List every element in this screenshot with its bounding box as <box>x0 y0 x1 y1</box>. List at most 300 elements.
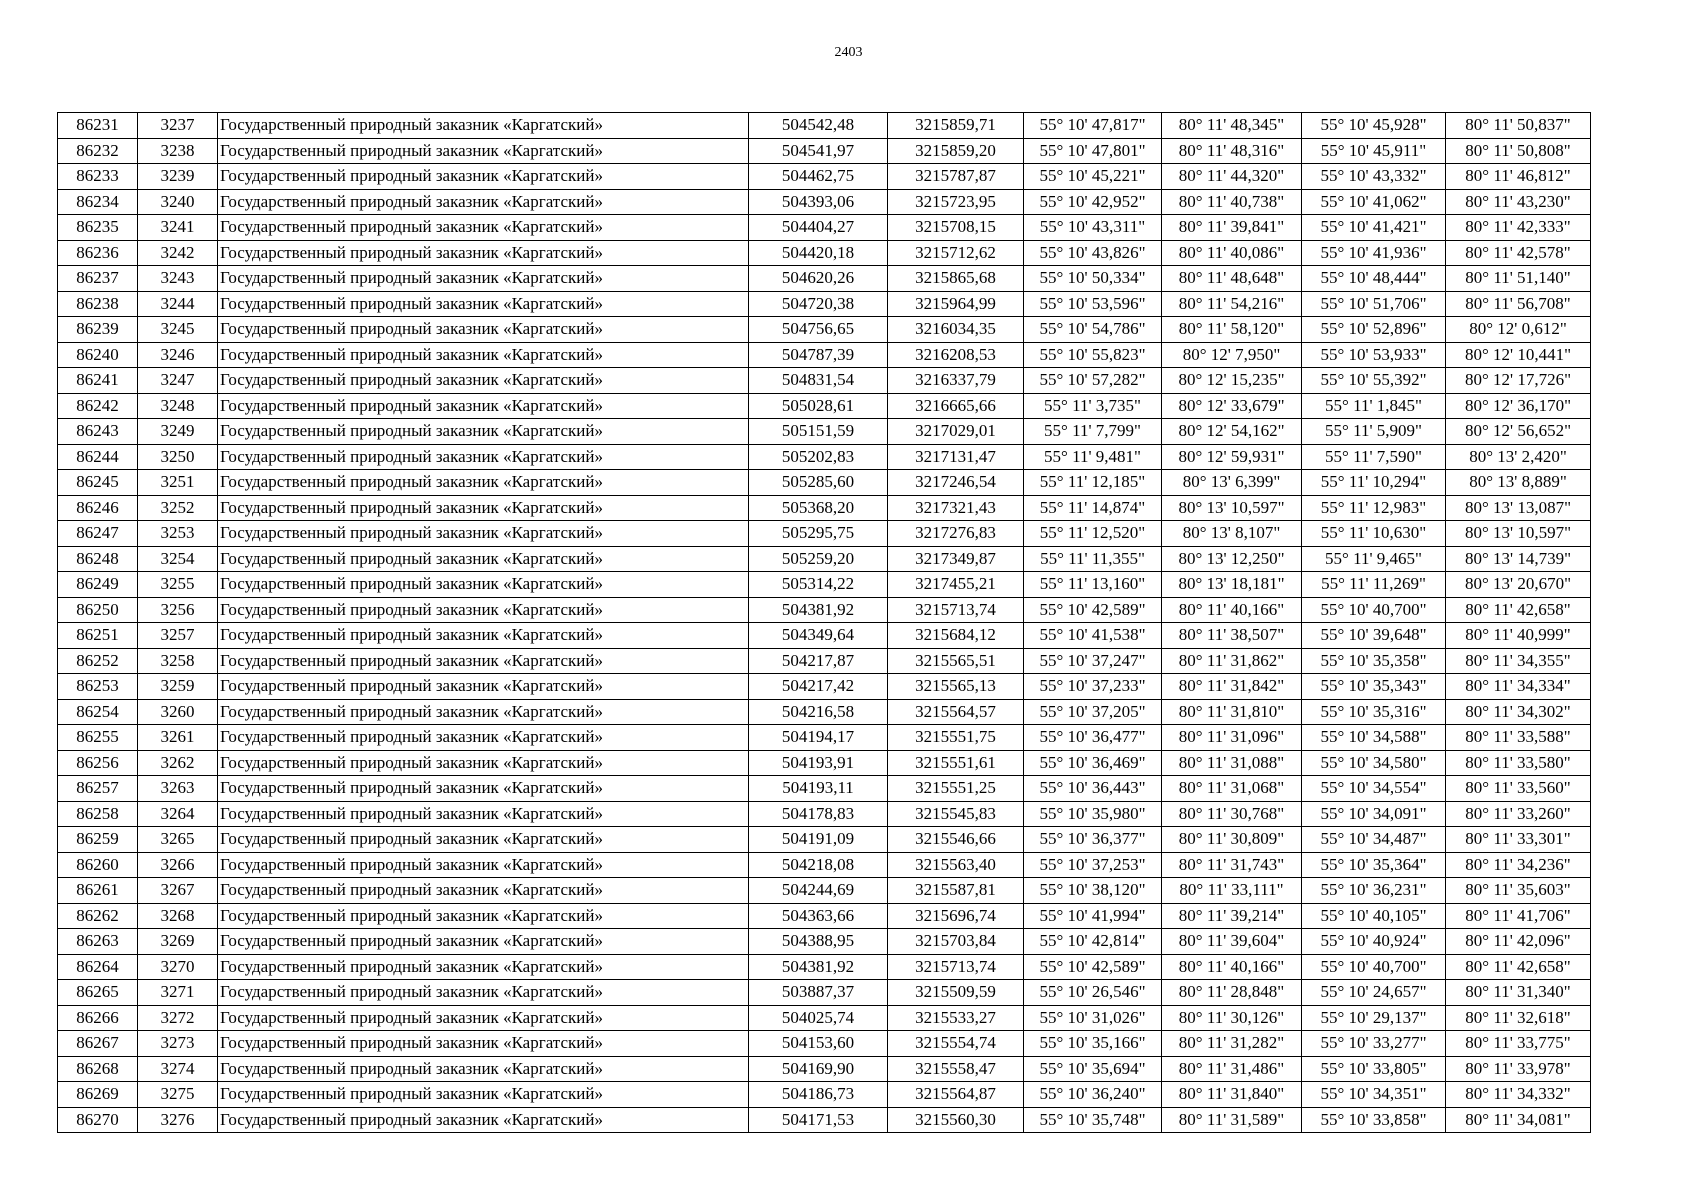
longitude-1-cell: 80° 11' 31,810" <box>1162 699 1302 725</box>
x-coordinate-cell: 504193,11 <box>749 776 888 802</box>
latitude-1-cell: 55° 10' 55,823" <box>1024 342 1162 368</box>
table-row <box>58 954 1591 980</box>
longitude-1-cell: 80° 11' 38,507" <box>1162 623 1302 649</box>
y-coordinate-cell: 3215859,71 <box>888 113 1024 139</box>
y-coordinate-cell: 3215551,61 <box>888 750 1024 776</box>
name-cell: Государственный природный заказник «Каргатский» <box>218 648 749 674</box>
latitude-1-cell: 55° 10' 54,786" <box>1024 317 1162 343</box>
x-coordinate-cell: 503887,37 <box>749 980 888 1006</box>
x-coordinate-cell: 504381,92 <box>749 954 888 980</box>
x-coordinate-cell: 504720,38 <box>749 291 888 317</box>
row-number-cell: 86236 <box>58 240 138 266</box>
row-number-cell: 86255 <box>58 725 138 751</box>
longitude-2-cell: 80° 12' 10,441" <box>1446 342 1591 368</box>
row-number-cell: 86268 <box>58 1056 138 1082</box>
name-cell: Государственный природный заказник «Каргатский» <box>218 138 749 164</box>
table-row <box>58 342 1591 368</box>
longitude-2-cell: 80° 13' 8,889" <box>1446 470 1591 496</box>
y-coordinate-cell: 3217321,43 <box>888 495 1024 521</box>
longitude-2-cell: 80° 11' 42,578" <box>1446 240 1591 266</box>
longitude-2-cell: 80° 13' 2,420" <box>1446 444 1591 470</box>
longitude-1-cell: 80° 11' 40,166" <box>1162 954 1302 980</box>
longitude-2-cell: 80° 11' 34,355" <box>1446 648 1591 674</box>
longitude-1-cell: 80° 11' 31,842" <box>1162 674 1302 700</box>
point-number-cell: 3274 <box>138 1056 218 1082</box>
y-coordinate-cell: 3215696,74 <box>888 903 1024 929</box>
latitude-1-cell: 55° 10' 47,817" <box>1024 113 1162 139</box>
y-coordinate-cell: 3215554,74 <box>888 1031 1024 1057</box>
table-row <box>58 521 1591 547</box>
y-coordinate-cell: 3215713,74 <box>888 597 1024 623</box>
latitude-1-cell: 55° 10' 42,589" <box>1024 954 1162 980</box>
longitude-2-cell: 80° 11' 42,658" <box>1446 954 1591 980</box>
name-cell: Государственный природный заказник «Каргатский» <box>218 750 749 776</box>
latitude-1-cell: 55° 10' 38,120" <box>1024 878 1162 904</box>
x-coordinate-cell: 504381,92 <box>749 597 888 623</box>
latitude-1-cell: 55° 10' 43,826" <box>1024 240 1162 266</box>
name-cell: Государственный природный заказник «Каргатский» <box>218 1031 749 1057</box>
y-coordinate-cell: 3216034,35 <box>888 317 1024 343</box>
longitude-2-cell: 80° 11' 33,588" <box>1446 725 1591 751</box>
longitude-2-cell: 80° 11' 46,812" <box>1446 164 1591 190</box>
latitude-2-cell: 55° 10' 24,657" <box>1302 980 1446 1006</box>
latitude-1-cell: 55° 10' 36,240" <box>1024 1082 1162 1108</box>
name-cell: Государственный природный заказник «Каргатский» <box>218 215 749 241</box>
longitude-1-cell: 80° 11' 31,096" <box>1162 725 1302 751</box>
point-number-cell: 3254 <box>138 546 218 572</box>
point-number-cell: 3262 <box>138 750 218 776</box>
table-row <box>58 878 1591 904</box>
latitude-2-cell: 55° 11' 10,630" <box>1302 521 1446 547</box>
longitude-1-cell: 80° 11' 31,486" <box>1162 1056 1302 1082</box>
latitude-2-cell: 55° 11' 5,909" <box>1302 419 1446 445</box>
longitude-2-cell: 80° 13' 10,597" <box>1446 521 1591 547</box>
x-coordinate-cell: 504831,54 <box>749 368 888 394</box>
point-number-cell: 3246 <box>138 342 218 368</box>
y-coordinate-cell: 3215587,81 <box>888 878 1024 904</box>
row-number-cell: 86247 <box>58 521 138 547</box>
latitude-2-cell: 55° 10' 45,911" <box>1302 138 1446 164</box>
y-coordinate-cell: 3215787,87 <box>888 164 1024 190</box>
latitude-1-cell: 55° 10' 37,205" <box>1024 699 1162 725</box>
latitude-1-cell: 55° 10' 43,311" <box>1024 215 1162 241</box>
point-number-cell: 3272 <box>138 1005 218 1031</box>
name-cell: Государственный природный заказник «Каргатский» <box>218 1056 749 1082</box>
page-number: 2403 <box>834 45 863 60</box>
table-row <box>58 980 1591 1006</box>
x-coordinate-cell: 504217,87 <box>749 648 888 674</box>
latitude-1-cell: 55° 10' 26,546" <box>1024 980 1162 1006</box>
table-row <box>58 240 1591 266</box>
point-number-cell: 3253 <box>138 521 218 547</box>
row-number-cell: 86261 <box>58 878 138 904</box>
table-row <box>58 1056 1591 1082</box>
longitude-2-cell: 80° 11' 51,140" <box>1446 266 1591 292</box>
x-coordinate-cell: 505151,59 <box>749 419 888 445</box>
name-cell: Государственный природный заказник «Каргатский» <box>218 674 749 700</box>
point-number-cell: 3240 <box>138 189 218 215</box>
row-number-cell: 86231 <box>58 113 138 139</box>
point-number-cell: 3242 <box>138 240 218 266</box>
row-number-cell: 86257 <box>58 776 138 802</box>
table-row <box>58 648 1591 674</box>
table-row <box>58 164 1591 190</box>
latitude-2-cell: 55° 10' 40,700" <box>1302 954 1446 980</box>
point-number-cell: 3264 <box>138 801 218 827</box>
row-number-cell: 86250 <box>58 597 138 623</box>
point-number-cell: 3265 <box>138 827 218 853</box>
row-number-cell: 86263 <box>58 929 138 955</box>
name-cell: Государственный природный заказник «Каргатский» <box>218 164 749 190</box>
longitude-1-cell: 80° 11' 58,120" <box>1162 317 1302 343</box>
y-coordinate-cell: 3215563,40 <box>888 852 1024 878</box>
latitude-2-cell: 55° 10' 34,487" <box>1302 827 1446 853</box>
table-row <box>58 623 1591 649</box>
longitude-2-cell: 80° 11' 50,837" <box>1446 113 1591 139</box>
point-number-cell: 3269 <box>138 929 218 955</box>
latitude-1-cell: 55° 11' 13,160" <box>1024 572 1162 598</box>
longitude-2-cell: 80° 12' 56,652" <box>1446 419 1591 445</box>
longitude-1-cell: 80° 13' 18,181" <box>1162 572 1302 598</box>
longitude-1-cell: 80° 11' 39,214" <box>1162 903 1302 929</box>
y-coordinate-cell: 3215865,68 <box>888 266 1024 292</box>
table-row <box>58 903 1591 929</box>
name-cell: Государственный природный заказник «Каргатский» <box>218 521 749 547</box>
row-number-cell: 86269 <box>58 1082 138 1108</box>
longitude-2-cell: 80° 13' 14,739" <box>1446 546 1591 572</box>
name-cell: Государственный природный заказник «Каргатский» <box>218 291 749 317</box>
y-coordinate-cell: 3215703,84 <box>888 929 1024 955</box>
x-coordinate-cell: 504244,69 <box>749 878 888 904</box>
name-cell: Государственный природный заказник «Каргатский» <box>218 470 749 496</box>
latitude-1-cell: 55° 11' 3,735" <box>1024 393 1162 419</box>
latitude-2-cell: 55° 11' 7,590" <box>1302 444 1446 470</box>
name-cell: Государственный природный заказник «Каргатский» <box>218 1005 749 1031</box>
latitude-1-cell: 55° 10' 35,694" <box>1024 1056 1162 1082</box>
row-number-cell: 86258 <box>58 801 138 827</box>
longitude-2-cell: 80° 11' 42,658" <box>1446 597 1591 623</box>
longitude-1-cell: 80° 11' 54,216" <box>1162 291 1302 317</box>
latitude-1-cell: 55° 11' 14,874" <box>1024 495 1162 521</box>
name-cell: Государственный природный заказник «Каргатский» <box>218 827 749 853</box>
x-coordinate-cell: 504363,66 <box>749 903 888 929</box>
latitude-2-cell: 55° 10' 40,924" <box>1302 929 1446 955</box>
name-cell: Государственный природный заказник «Каргатский» <box>218 725 749 751</box>
x-coordinate-cell: 504404,27 <box>749 215 888 241</box>
table-row <box>58 597 1591 623</box>
table-row <box>58 674 1591 700</box>
x-coordinate-cell: 505314,22 <box>749 572 888 598</box>
y-coordinate-cell: 3215551,75 <box>888 725 1024 751</box>
longitude-1-cell: 80° 11' 30,809" <box>1162 827 1302 853</box>
y-coordinate-cell: 3215684,12 <box>888 623 1024 649</box>
y-coordinate-cell: 3215564,57 <box>888 699 1024 725</box>
longitude-1-cell: 80° 11' 48,345" <box>1162 113 1302 139</box>
table-row <box>58 776 1591 802</box>
table-row <box>58 138 1591 164</box>
longitude-2-cell: 80° 11' 33,775" <box>1446 1031 1591 1057</box>
y-coordinate-cell: 3215713,74 <box>888 954 1024 980</box>
table-row <box>58 1031 1591 1057</box>
y-coordinate-cell: 3215546,66 <box>888 827 1024 853</box>
latitude-2-cell: 55° 10' 41,062" <box>1302 189 1446 215</box>
latitude-1-cell: 55° 10' 47,801" <box>1024 138 1162 164</box>
longitude-1-cell: 80° 11' 28,848" <box>1162 980 1302 1006</box>
x-coordinate-cell: 504178,83 <box>749 801 888 827</box>
longitude-2-cell: 80° 11' 33,301" <box>1446 827 1591 853</box>
row-number-cell: 86235 <box>58 215 138 241</box>
longitude-1-cell: 80° 11' 40,166" <box>1162 597 1302 623</box>
table-row <box>58 444 1591 470</box>
latitude-1-cell: 55° 11' 7,799" <box>1024 419 1162 445</box>
longitude-1-cell: 80° 13' 12,250" <box>1162 546 1302 572</box>
longitude-2-cell: 80° 13' 13,087" <box>1446 495 1591 521</box>
name-cell: Государственный природный заказник «Каргатский» <box>218 878 749 904</box>
point-number-cell: 3245 <box>138 317 218 343</box>
point-number-cell: 3258 <box>138 648 218 674</box>
point-number-cell: 3266 <box>138 852 218 878</box>
y-coordinate-cell: 3215859,20 <box>888 138 1024 164</box>
row-number-cell: 86270 <box>58 1107 138 1133</box>
latitude-2-cell: 55° 10' 33,805" <box>1302 1056 1446 1082</box>
longitude-1-cell: 80° 11' 31,088" <box>1162 750 1302 776</box>
longitude-1-cell: 80° 13' 10,597" <box>1162 495 1302 521</box>
name-cell: Государственный природный заказник «Каргатский» <box>218 1082 749 1108</box>
latitude-2-cell: 55° 10' 40,105" <box>1302 903 1446 929</box>
latitude-1-cell: 55° 10' 35,748" <box>1024 1107 1162 1133</box>
latitude-1-cell: 55° 11' 12,185" <box>1024 470 1162 496</box>
row-number-cell: 86256 <box>58 750 138 776</box>
latitude-2-cell: 55° 10' 40,700" <box>1302 597 1446 623</box>
point-number-cell: 3276 <box>138 1107 218 1133</box>
point-number-cell: 3241 <box>138 215 218 241</box>
y-coordinate-cell: 3217276,83 <box>888 521 1024 547</box>
latitude-1-cell: 55° 10' 41,994" <box>1024 903 1162 929</box>
row-number-cell: 86262 <box>58 903 138 929</box>
latitude-1-cell: 55° 10' 45,221" <box>1024 164 1162 190</box>
y-coordinate-cell: 3215558,47 <box>888 1056 1024 1082</box>
row-number-cell: 86239 <box>58 317 138 343</box>
y-coordinate-cell: 3215565,13 <box>888 674 1024 700</box>
row-number-cell: 86240 <box>58 342 138 368</box>
table-row <box>58 393 1591 419</box>
longitude-1-cell: 80° 13' 8,107" <box>1162 521 1302 547</box>
longitude-1-cell: 80° 11' 30,768" <box>1162 801 1302 827</box>
y-coordinate-cell: 3215708,15 <box>888 215 1024 241</box>
longitude-2-cell: 80° 11' 34,236" <box>1446 852 1591 878</box>
latitude-1-cell: 55° 10' 41,538" <box>1024 623 1162 649</box>
longitude-2-cell: 80° 11' 32,618" <box>1446 1005 1591 1031</box>
longitude-1-cell: 80° 11' 31,743" <box>1162 852 1302 878</box>
x-coordinate-cell: 505202,83 <box>749 444 888 470</box>
table-row <box>58 1107 1591 1133</box>
table-row <box>58 189 1591 215</box>
latitude-2-cell: 55° 10' 43,332" <box>1302 164 1446 190</box>
latitude-1-cell: 55° 11' 12,520" <box>1024 521 1162 547</box>
point-number-cell: 3255 <box>138 572 218 598</box>
x-coordinate-cell: 504420,18 <box>749 240 888 266</box>
table-row <box>58 495 1591 521</box>
table-row <box>58 368 1591 394</box>
table-row <box>58 699 1591 725</box>
row-number-cell: 86264 <box>58 954 138 980</box>
latitude-1-cell: 55° 10' 35,980" <box>1024 801 1162 827</box>
x-coordinate-cell: 504025,74 <box>749 1005 888 1031</box>
name-cell: Государственный природный заказник «Каргатский» <box>218 342 749 368</box>
name-cell: Государственный природный заказник «Каргатский» <box>218 189 749 215</box>
y-coordinate-cell: 3215964,99 <box>888 291 1024 317</box>
latitude-2-cell: 55° 10' 41,936" <box>1302 240 1446 266</box>
longitude-1-cell: 80° 11' 39,841" <box>1162 215 1302 241</box>
longitude-1-cell: 80° 11' 33,111" <box>1162 878 1302 904</box>
latitude-2-cell: 55° 11' 9,465" <box>1302 546 1446 572</box>
row-number-cell: 86242 <box>58 393 138 419</box>
name-cell: Государственный природный заказник «Каргатский» <box>218 444 749 470</box>
longitude-2-cell: 80° 11' 42,096" <box>1446 929 1591 955</box>
x-coordinate-cell: 504787,39 <box>749 342 888 368</box>
latitude-2-cell: 55° 10' 53,933" <box>1302 342 1446 368</box>
row-number-cell: 86251 <box>58 623 138 649</box>
x-coordinate-cell: 504542,48 <box>749 113 888 139</box>
longitude-2-cell: 80° 11' 33,560" <box>1446 776 1591 802</box>
latitude-2-cell: 55° 11' 12,983" <box>1302 495 1446 521</box>
x-coordinate-cell: 504217,42 <box>749 674 888 700</box>
longitude-1-cell: 80° 11' 40,086" <box>1162 240 1302 266</box>
name-cell: Государственный природный заказник «Каргатский» <box>218 954 749 980</box>
longitude-2-cell: 80° 12' 0,612" <box>1446 317 1591 343</box>
y-coordinate-cell: 3215564,87 <box>888 1082 1024 1108</box>
latitude-2-cell: 55° 10' 41,421" <box>1302 215 1446 241</box>
row-number-cell: 86232 <box>58 138 138 164</box>
x-coordinate-cell: 504541,97 <box>749 138 888 164</box>
row-number-cell: 86243 <box>58 419 138 445</box>
latitude-1-cell: 55° 11' 9,481" <box>1024 444 1162 470</box>
latitude-1-cell: 55° 10' 35,166" <box>1024 1031 1162 1057</box>
name-cell: Государственный природный заказник «Каргатский» <box>218 1107 749 1133</box>
longitude-2-cell: 80° 11' 33,580" <box>1446 750 1591 776</box>
point-number-cell: 3268 <box>138 903 218 929</box>
y-coordinate-cell: 3217349,87 <box>888 546 1024 572</box>
latitude-1-cell: 55° 10' 36,469" <box>1024 750 1162 776</box>
x-coordinate-cell: 504193,91 <box>749 750 888 776</box>
latitude-2-cell: 55° 10' 35,316" <box>1302 699 1446 725</box>
table-row <box>58 801 1591 827</box>
latitude-2-cell: 55° 10' 39,648" <box>1302 623 1446 649</box>
x-coordinate-cell: 504153,60 <box>749 1031 888 1057</box>
y-coordinate-cell: 3216665,66 <box>888 393 1024 419</box>
table-row <box>58 725 1591 751</box>
point-number-cell: 3247 <box>138 368 218 394</box>
x-coordinate-cell: 504171,53 <box>749 1107 888 1133</box>
latitude-2-cell: 55° 10' 35,358" <box>1302 648 1446 674</box>
point-number-cell: 3251 <box>138 470 218 496</box>
name-cell: Государственный природный заказник «Каргатский» <box>218 980 749 1006</box>
latitude-2-cell: 55° 10' 34,554" <box>1302 776 1446 802</box>
latitude-2-cell: 55° 10' 45,928" <box>1302 113 1446 139</box>
y-coordinate-cell: 3216337,79 <box>888 368 1024 394</box>
table-row <box>58 852 1591 878</box>
longitude-1-cell: 80° 11' 31,589" <box>1162 1107 1302 1133</box>
point-number-cell: 3256 <box>138 597 218 623</box>
point-number-cell: 3263 <box>138 776 218 802</box>
row-number-cell: 86266 <box>58 1005 138 1031</box>
y-coordinate-cell: 3217029,01 <box>888 419 1024 445</box>
x-coordinate-cell: 504388,95 <box>749 929 888 955</box>
longitude-1-cell: 80° 12' 33,679" <box>1162 393 1302 419</box>
x-coordinate-cell: 504462,75 <box>749 164 888 190</box>
latitude-2-cell: 55° 10' 35,343" <box>1302 674 1446 700</box>
longitude-2-cell: 80° 11' 33,978" <box>1446 1056 1591 1082</box>
name-cell: Государственный природный заказник «Каргатский» <box>218 495 749 521</box>
table-row <box>58 317 1591 343</box>
longitude-1-cell: 80° 13' 6,399" <box>1162 470 1302 496</box>
latitude-2-cell: 55° 10' 36,231" <box>1302 878 1446 904</box>
longitude-1-cell: 80° 11' 44,320" <box>1162 164 1302 190</box>
longitude-2-cell: 80° 11' 50,808" <box>1446 138 1591 164</box>
point-number-cell: 3257 <box>138 623 218 649</box>
latitude-2-cell: 55° 10' 51,706" <box>1302 291 1446 317</box>
latitude-1-cell: 55° 10' 36,377" <box>1024 827 1162 853</box>
name-cell: Государственный природный заказник «Каргатский» <box>218 801 749 827</box>
longitude-1-cell: 80° 11' 31,840" <box>1162 1082 1302 1108</box>
name-cell: Государственный природный заказник «Каргатский» <box>218 393 749 419</box>
longitude-2-cell: 80° 12' 17,726" <box>1446 368 1591 394</box>
point-number-cell: 3267 <box>138 878 218 904</box>
coordinates-table <box>57 112 1591 1133</box>
latitude-2-cell: 55° 11' 10,294" <box>1302 470 1446 496</box>
latitude-1-cell: 55° 11' 11,355" <box>1024 546 1162 572</box>
table-row <box>58 266 1591 292</box>
table-row <box>58 419 1591 445</box>
row-number-cell: 86245 <box>58 470 138 496</box>
latitude-2-cell: 55° 10' 52,896" <box>1302 317 1446 343</box>
latitude-2-cell: 55° 10' 35,364" <box>1302 852 1446 878</box>
longitude-1-cell: 80° 11' 48,648" <box>1162 266 1302 292</box>
row-number-cell: 86252 <box>58 648 138 674</box>
table-row <box>58 291 1591 317</box>
name-cell: Государственный природный заказник «Каргатский» <box>218 699 749 725</box>
latitude-1-cell: 55° 10' 50,334" <box>1024 266 1162 292</box>
point-number-cell: 3248 <box>138 393 218 419</box>
longitude-2-cell: 80° 11' 34,334" <box>1446 674 1591 700</box>
point-number-cell: 3250 <box>138 444 218 470</box>
longitude-2-cell: 80° 11' 34,302" <box>1446 699 1591 725</box>
latitude-2-cell: 55° 10' 48,444" <box>1302 266 1446 292</box>
row-number-cell: 86253 <box>58 674 138 700</box>
table-row <box>58 1005 1591 1031</box>
x-coordinate-cell: 505259,20 <box>749 546 888 572</box>
table-row <box>58 750 1591 776</box>
name-cell: Государственный природный заказник «Каргатский» <box>218 317 749 343</box>
longitude-2-cell: 80° 11' 33,260" <box>1446 801 1591 827</box>
x-coordinate-cell: 505368,20 <box>749 495 888 521</box>
name-cell: Государственный природный заказник «Каргатский» <box>218 266 749 292</box>
point-number-cell: 3239 <box>138 164 218 190</box>
row-number-cell: 86233 <box>58 164 138 190</box>
latitude-1-cell: 55° 10' 53,596" <box>1024 291 1162 317</box>
latitude-1-cell: 55° 10' 31,026" <box>1024 1005 1162 1031</box>
x-coordinate-cell: 504216,58 <box>749 699 888 725</box>
latitude-2-cell: 55° 10' 34,580" <box>1302 750 1446 776</box>
x-coordinate-cell: 504349,64 <box>749 623 888 649</box>
y-coordinate-cell: 3215551,25 <box>888 776 1024 802</box>
y-coordinate-cell: 3215560,30 <box>888 1107 1024 1133</box>
row-number-cell: 86249 <box>58 572 138 598</box>
point-number-cell: 3249 <box>138 419 218 445</box>
table-row <box>58 827 1591 853</box>
y-coordinate-cell: 3215723,95 <box>888 189 1024 215</box>
point-number-cell: 3259 <box>138 674 218 700</box>
